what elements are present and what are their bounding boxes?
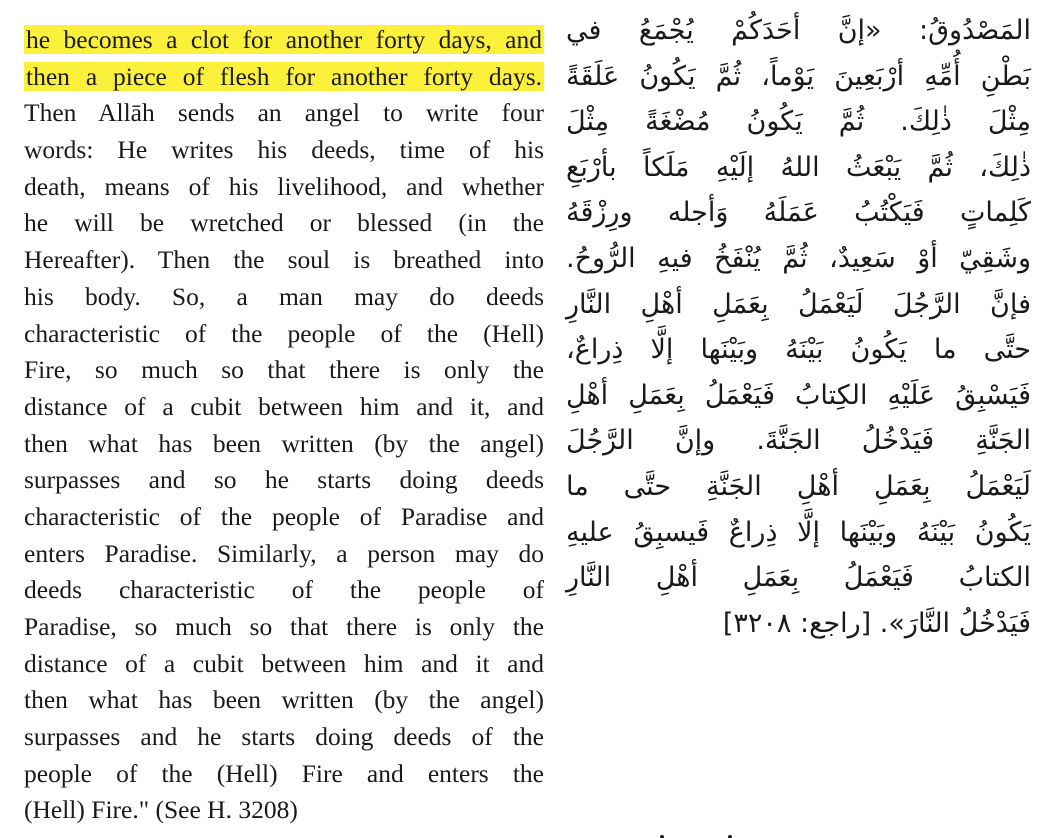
english-line: Hereafter). Then the soul is breathed into bbox=[24, 245, 544, 275]
english-line: he will be wretched or blessed (in the bbox=[24, 208, 544, 238]
arabic-text-column bbox=[566, 8, 1031, 646]
english-line: surpasses and so he starts doing deeds bbox=[24, 465, 544, 495]
english-line: distance of a cubit between him and it and bbox=[24, 648, 544, 678]
arabic-line: مِثْلَ ذٰلِكَ. ثُمَّ يَكُونُ مُضْغَةً مِثْلَ bbox=[566, 106, 1031, 138]
arabic-line: بَطْنِ أُمِّهِ أرْبَعِينَ يَوْماً، ثُمَّ يَكُونُ عَلَقَةً bbox=[566, 60, 1031, 92]
arabic-line: ذٰلِكَ، ثُمَّ يَبْعَثُ اللهُ إلَيْهِ مَلَكاً بأرْبَعِ bbox=[566, 151, 1031, 183]
english-line: then what has been written (by the angel) bbox=[24, 685, 544, 715]
english-line: death, means of his livelihood, and whether bbox=[24, 171, 544, 201]
english-line: (Hell) Fire." (See H. 3208) bbox=[24, 795, 298, 825]
arabic-line: وشَقِيّ أوْ سَعِيدٌ، ثُمَّ يُنْفَخُ فيهِ الرُّوحُ. bbox=[566, 242, 1031, 274]
arabic-line: فَيَسْبِقُ عَلَيْهِ الكِتابُ فَيَعْمَلُ بِعَمَلِ أهْلِ bbox=[566, 379, 1031, 411]
arabic-line: الجَنَّةِ فَيَدْخُلُ الجَنَّةَ. وإنَّ الرَّجُلَ bbox=[566, 425, 1031, 457]
arabic-line: المَصْدُوقُ: «إنَّ أحَدَكُمْ يُجْمَعُ في bbox=[566, 15, 1031, 46]
arabic-line: حتَّى ما يَكُونُ بَيْنَهُ وبَيْنَها إلَّا ذِراعٌ، bbox=[566, 334, 1031, 366]
english-line: Then Allāh sends an angel to write four bbox=[24, 98, 544, 128]
highlighted-text: then a piece of flesh for another forty days. bbox=[26, 61, 542, 91]
arabic-line: فَيَدْخُلُ النَّارَ». [راجع: ٣٢٠٨] bbox=[722, 607, 1031, 639]
cropped-next-line-fragment bbox=[600, 826, 880, 838]
english-line: enters Paradise. Similarly, a person may do bbox=[24, 538, 544, 568]
arabic-line: لَيَعْمَلُ بِعَمَلِ أهْلِ الجَنَّةِ حتَّى ما bbox=[566, 470, 1031, 502]
highlighted-text: he becomes a clot for another forty days, and bbox=[26, 25, 542, 54]
arabic-line: يَكُونُ بَيْنَهُ وبَيْنَها إلَّا ذِراعٌ فَيسبِقُ عليهِ bbox=[566, 516, 1031, 548]
english-translation-column bbox=[24, 22, 544, 829]
english-line: characteristic of the people of Paradise and bbox=[24, 501, 544, 531]
english-line: people of the (Hell) Fire and enters the bbox=[24, 758, 544, 788]
english-line: deeds characteristic of the people of bbox=[24, 575, 544, 605]
english-line: words: He writes his deeds, time of his bbox=[24, 135, 544, 165]
english-line: surpasses and he starts doing deeds of the bbox=[24, 722, 544, 752]
arabic-line: الكتابُ فَيَعْمَلُ بِعَمَلِ أهْلِ النَّارِ bbox=[566, 562, 1031, 594]
english-line: his body. So, a man may do deeds bbox=[24, 281, 544, 311]
english-line: Fire, so much so that there is only the bbox=[24, 355, 544, 385]
english-line: distance of a cubit between him and it, and bbox=[24, 391, 544, 421]
english-line: then what has been written (by the angel) bbox=[24, 428, 544, 458]
english-line bbox=[24, 22, 544, 59]
arabic-line: فإنَّ الرَّجُلَ لَيَعْمَلُ بِعَمَلِ أهْلِ النَّارِ bbox=[566, 288, 1031, 320]
english-line: Paradise, so much so that there is only the bbox=[24, 612, 544, 641]
english-line: characteristic of the people of the (Hell) bbox=[24, 318, 544, 348]
arabic-line: كَلِماتٍ فَيَكْتُبُ عَمَلَهُ وَأجله ورِزْقَهُ bbox=[566, 197, 1031, 229]
english-line bbox=[24, 59, 544, 96]
